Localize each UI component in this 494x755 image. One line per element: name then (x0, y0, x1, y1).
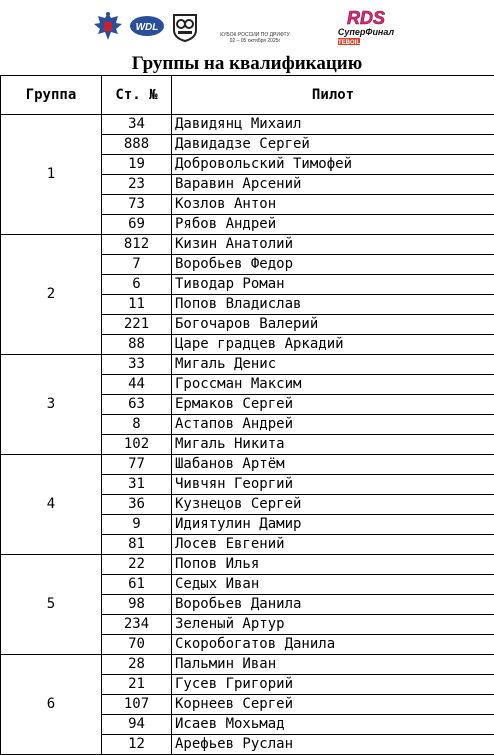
pilot-name-cell: Лосев Евгений (172, 535, 494, 555)
table-row (1, 235, 494, 255)
pilot-name-cell: Давидянц Михаил (172, 115, 494, 135)
eagle-emblem-logo (92, 10, 124, 44)
pilot-name-cell: Корнеев Сергей (172, 695, 494, 715)
rds-logo-sub: СуперФинал (338, 27, 395, 37)
start-number-cell: 63 (102, 395, 172, 415)
pilot-name-cell: Попов Владислав (172, 295, 494, 315)
group-number-cell: 1 (1, 115, 102, 235)
start-number-cell: 9 (102, 515, 172, 535)
header-logos (0, 0, 494, 52)
pilot-name-cell: Богочаров Валерий (172, 315, 494, 335)
start-number-cell: 23 (102, 175, 172, 195)
start-number-cell: 221 (102, 315, 172, 335)
table-row (1, 115, 494, 135)
group-number-cell: 4 (1, 455, 102, 555)
cup-title (205, 32, 305, 44)
pilot-name-cell: Гроссман Максим (172, 375, 494, 395)
start-number-cell: 70 (102, 635, 172, 655)
group-number-cell: 3 (1, 355, 102, 455)
start-number-cell: 102 (102, 435, 172, 455)
cup-line-2: 02 – 05 октября 2025г (205, 38, 305, 44)
pilot-name-cell: Козлов Антон (172, 195, 494, 215)
start-number-cell: 812 (102, 235, 172, 255)
federation-emblem-logo (171, 12, 199, 42)
start-number-cell: 81 (102, 535, 172, 555)
pilot-name-cell: Арефьев Руслан (172, 735, 494, 755)
qualification-groups-table (0, 75, 494, 755)
start-number-cell: 888 (102, 135, 172, 155)
wdl-logo (129, 14, 165, 38)
start-number-cell: 234 (102, 615, 172, 635)
start-number-cell: 21 (102, 675, 172, 695)
pilot-name-cell: Кизин Анатолий (172, 235, 494, 255)
start-number-cell: 28 (102, 655, 172, 675)
start-number-cell: 19 (102, 155, 172, 175)
column-header-group: Группа (1, 76, 102, 115)
start-number-cell: 61 (102, 575, 172, 595)
pilot-name-cell: Попов Илья (172, 555, 494, 575)
column-header-pilot: Пилот (172, 76, 494, 115)
start-number-cell: 98 (102, 595, 172, 615)
pilot-name-cell: Астапов Андрей (172, 415, 494, 435)
table-header-row (1, 76, 494, 115)
rds-logo-text: RDS (347, 8, 385, 28)
start-number-cell: 69 (102, 215, 172, 235)
start-number-cell: 8 (102, 415, 172, 435)
pilot-name-cell: Мигаль Никита (172, 435, 494, 455)
pilot-name-cell: Идиятулин Дамир (172, 515, 494, 535)
pilot-name-cell: Рябов Андрей (172, 215, 494, 235)
pilot-name-cell: Тиводар Роман (172, 275, 494, 295)
pilot-name-cell: Мигаль Денис (172, 355, 494, 375)
teboil-logo-text: TEBOIL (338, 40, 360, 46)
rds-logo (328, 6, 404, 48)
pilot-name-cell: Исаев Мохьмад (172, 715, 494, 735)
start-number-cell: 107 (102, 695, 172, 715)
pilot-name-cell: Давидадзе Сергей (172, 135, 494, 155)
pilot-name-cell: Добровольский Тимофей (172, 155, 494, 175)
start-number-cell: 34 (102, 115, 172, 135)
table-row (1, 655, 494, 675)
start-number-cell: 11 (102, 295, 172, 315)
start-number-cell: 12 (102, 735, 172, 755)
wdl-logo-text: WDL (136, 22, 159, 33)
column-header-number: Ст. № (102, 76, 172, 115)
start-number-cell: 33 (102, 355, 172, 375)
table-row (1, 355, 494, 375)
start-number-cell: 7 (102, 255, 172, 275)
start-number-cell: 88 (102, 335, 172, 355)
pilot-name-cell: Гусев Григорий (172, 675, 494, 695)
start-number-cell: 94 (102, 715, 172, 735)
pilot-name-cell: Варавин Арсений (172, 175, 494, 195)
pilot-name-cell: Шабанов Артём (172, 455, 494, 475)
cup-line-1: КУБОК РОССИИ ПО ДРИФТУ (205, 32, 305, 38)
pilot-name-cell: Царе градцев Аркадий (172, 335, 494, 355)
pilot-name-cell: Скоробогатов Данила (172, 635, 494, 655)
page-title: Группы на квалификацию (0, 53, 494, 75)
start-number-cell: 44 (102, 375, 172, 395)
pilot-name-cell: Зеленый Артур (172, 615, 494, 635)
table-body (1, 115, 494, 755)
start-number-cell: 31 (102, 475, 172, 495)
start-number-cell: 22 (102, 555, 172, 575)
pilot-name-cell: Кузнецов Сергей (172, 495, 494, 515)
group-number-cell: 2 (1, 235, 102, 355)
pilot-name-cell: Пальмин Иван (172, 655, 494, 675)
pilot-name-cell: Ермаков Сергей (172, 395, 494, 415)
start-number-cell: 77 (102, 455, 172, 475)
pilot-name-cell: Чивчян Георгий (172, 475, 494, 495)
pilot-name-cell: Седых Иван (172, 575, 494, 595)
start-number-cell: 73 (102, 195, 172, 215)
pilot-name-cell: Воробьев Данила (172, 595, 494, 615)
table-row (1, 555, 494, 575)
group-number-cell: 5 (1, 555, 102, 655)
start-number-cell: 36 (102, 495, 172, 515)
table-row (1, 455, 494, 475)
group-number-cell: 6 (1, 655, 102, 755)
pilot-name-cell: Воробьев Федор (172, 255, 494, 275)
start-number-cell: 6 (102, 275, 172, 295)
